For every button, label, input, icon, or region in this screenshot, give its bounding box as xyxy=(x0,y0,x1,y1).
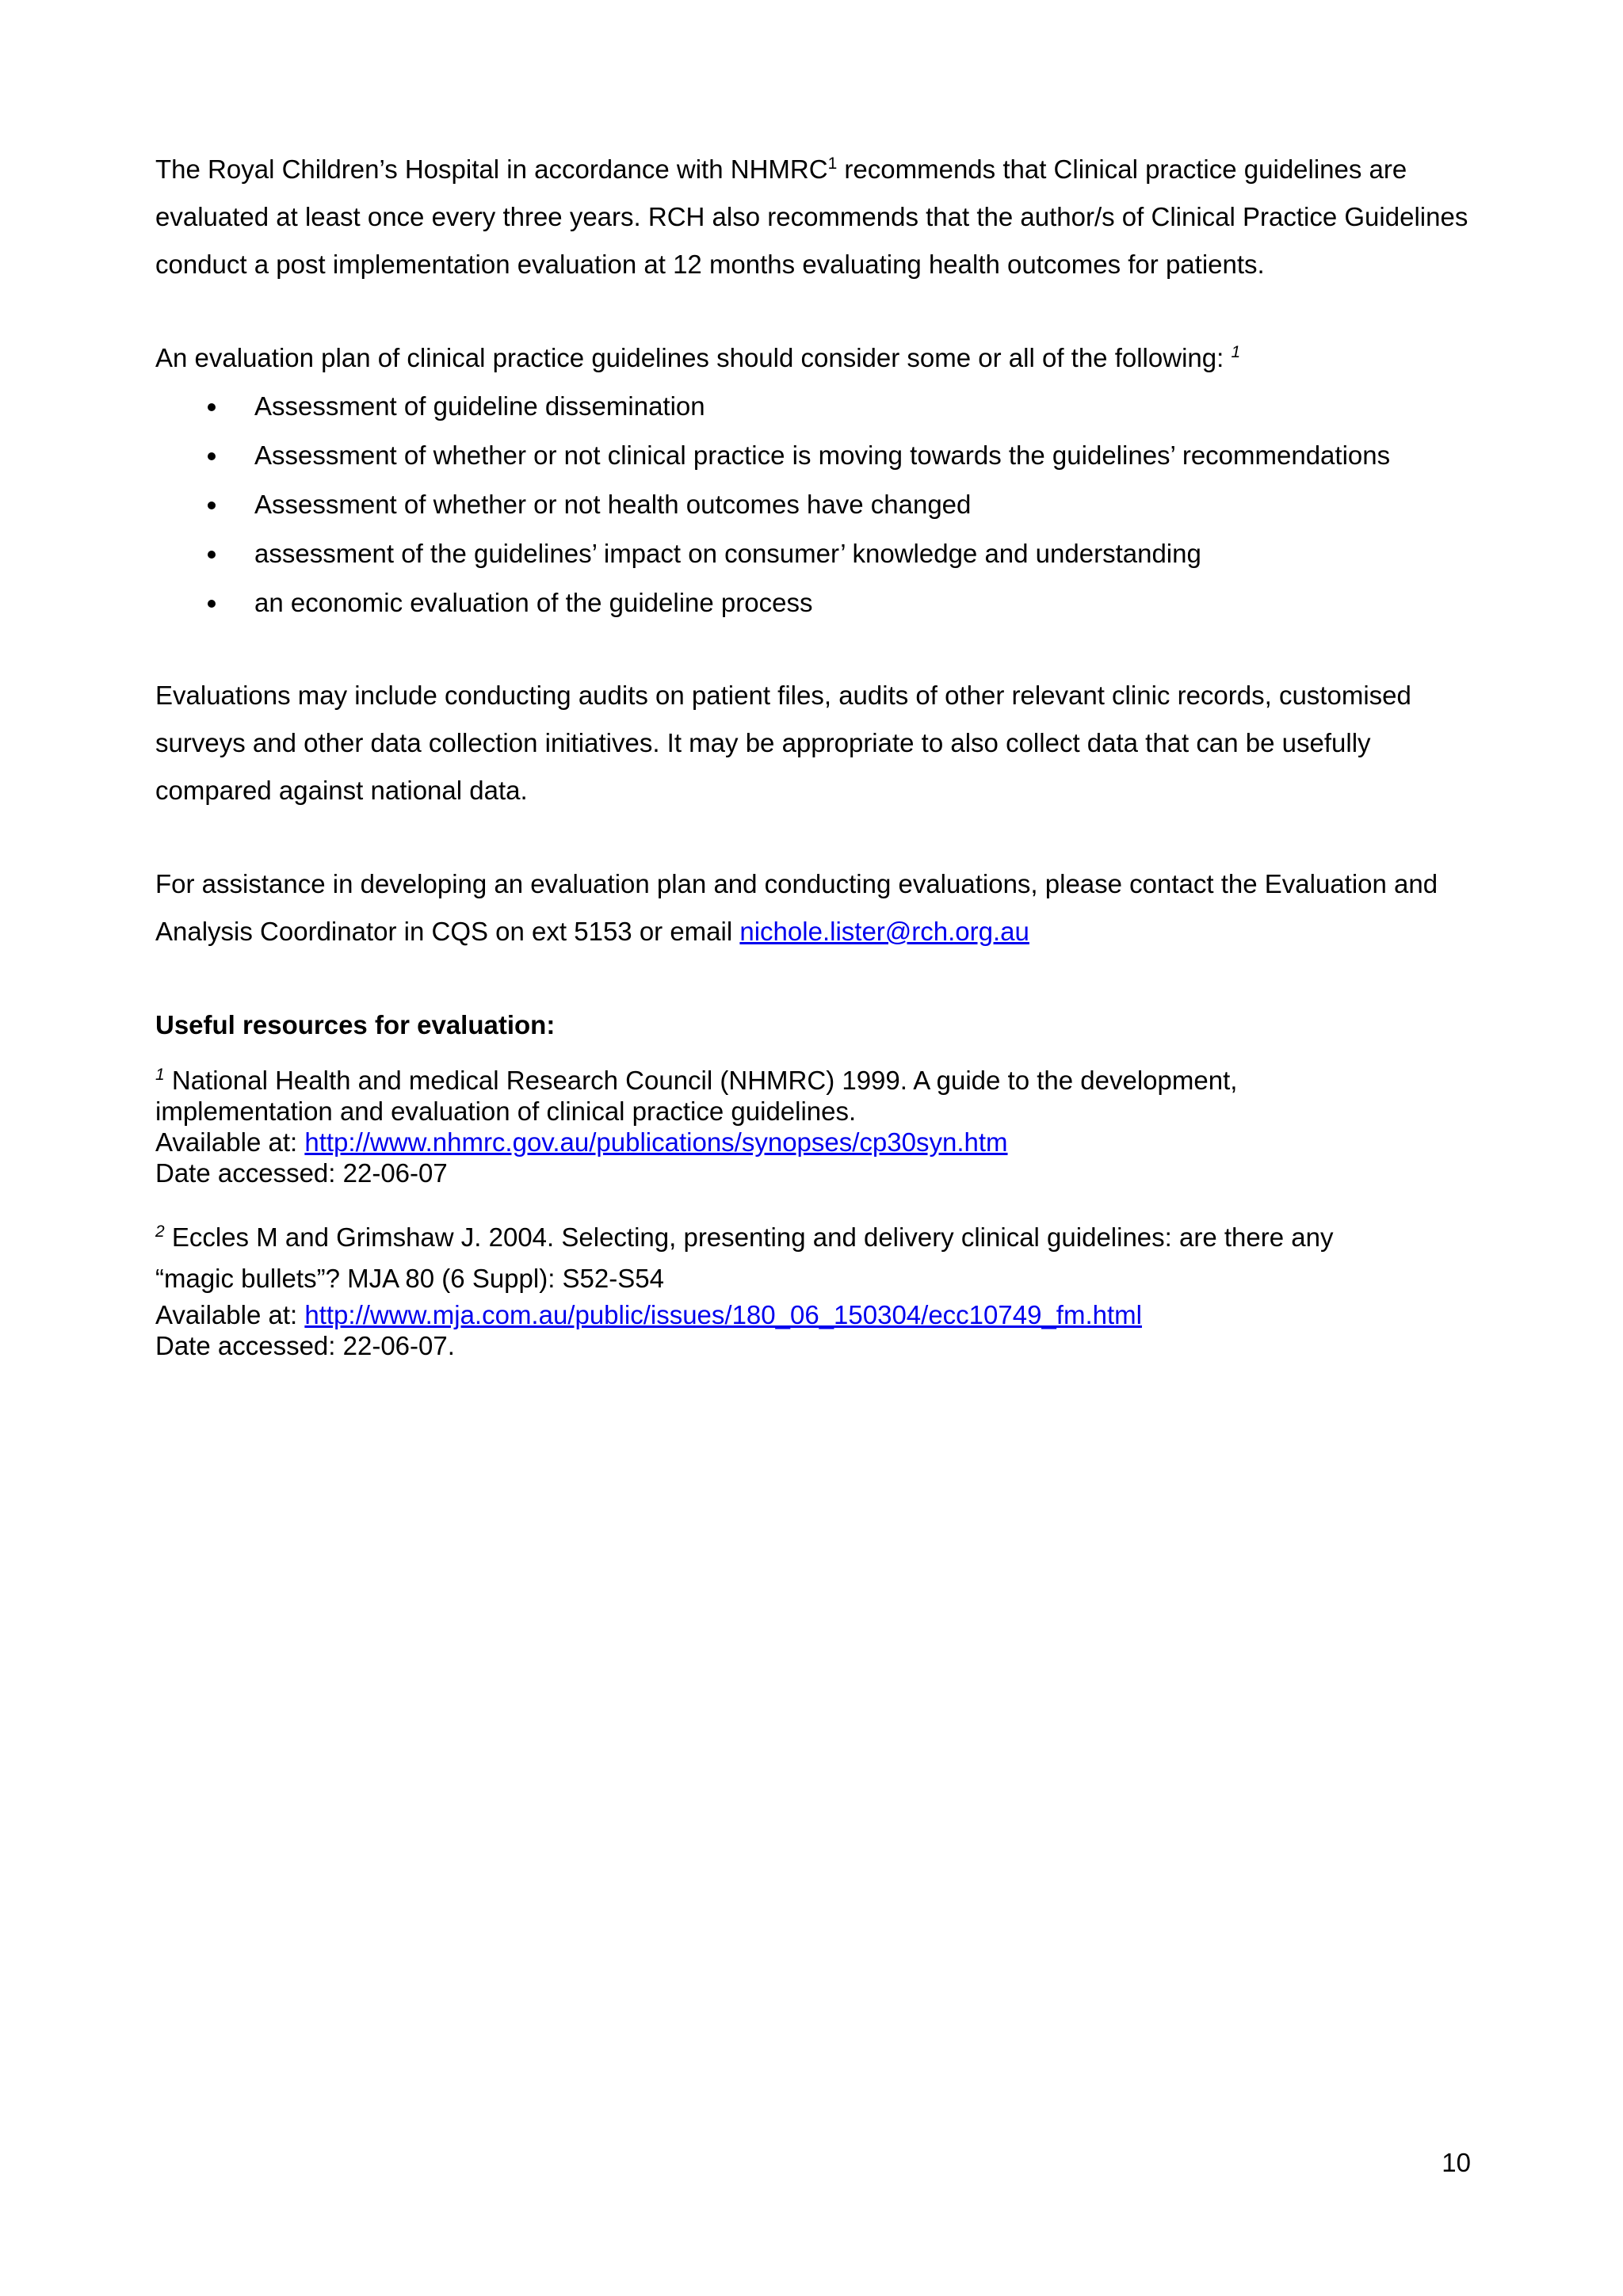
list-item xyxy=(155,480,1471,529)
reference-1-available xyxy=(155,1127,1471,1158)
reference-1 xyxy=(155,1065,1471,1188)
bullet-icon xyxy=(208,502,216,509)
spacer xyxy=(155,288,1471,334)
bullet-icon xyxy=(208,600,216,608)
intro-paragraph xyxy=(155,146,1471,288)
list-item-text: Assessment of whether or not health outcomes have changed xyxy=(254,490,972,519)
footnote-ref-1: 1 xyxy=(1231,343,1241,361)
assistance-paragraph xyxy=(155,860,1471,955)
list-item-text: assessment of the guidelines’ impact on consumer’ knowledge and understanding xyxy=(254,539,1201,568)
evaluations-paragraph: Evaluations may include conducting audits on patient files, audits of other relevant clinic records, customised surveys and other data collection initiatives. It may be appropriate to also collect data that can be usefully compared against national data. xyxy=(155,681,1411,805)
spacer xyxy=(155,955,1471,1001)
list-item-text: Assessment of guideline dissemination xyxy=(254,391,705,421)
spacer xyxy=(155,814,1471,860)
resources-heading: Useful resources for evaluation: xyxy=(155,1010,556,1039)
list-item-text: an economic evaluation of the guideline process xyxy=(254,588,813,617)
contact-email-link[interactable]: nichole.lister@rch.org.au xyxy=(739,917,1029,946)
bullet-icon xyxy=(208,452,216,460)
evaluation-plan-paragraph xyxy=(155,334,1471,382)
page-number: 10 xyxy=(1442,2148,1471,2177)
assistance-text: For assistance in developing an evaluation plan and conducting evaluations, please contact the Evaluation and Analysis Coordinator in CQS on ext 5153 or email xyxy=(155,869,1438,946)
reference-2-number: 2 xyxy=(155,1222,165,1241)
reference-2-available xyxy=(155,1299,1471,1330)
bullet-icon xyxy=(208,403,216,411)
list-item xyxy=(155,431,1471,480)
reference-1-number: 1 xyxy=(155,1066,165,1084)
reference-1-url-link[interactable]: http://www.nhmrc.gov.au/publications/synopses/cp30syn.htm xyxy=(304,1127,1008,1157)
list-item-text: Assessment of whether or not clinical practice is moving towards the guidelines’ recommendations xyxy=(254,441,1391,470)
reference-1-text: National Health and medical Research Council (NHMRC) 1999. A guide to the development, xyxy=(164,1066,1238,1095)
available-label: Available at: xyxy=(155,1127,305,1157)
reference-2 xyxy=(155,1217,1471,1361)
reference-2-url-link[interactable]: http://www.mja.com.au/public/issues/180_06_150304/ecc10749_fm.html xyxy=(304,1300,1142,1329)
spacer xyxy=(155,1049,1471,1065)
evaluation-criteria-list xyxy=(155,382,1471,627)
intro-text-a: The Royal Children’s Hospital in accordance with NHMRC xyxy=(155,154,828,184)
reference-1-title-line2: implementation and evaluation of clinical practice guidelines. xyxy=(155,1097,857,1126)
available-label: Available at: xyxy=(155,1300,305,1329)
list-item xyxy=(155,529,1471,578)
spacer xyxy=(155,627,1471,672)
spacer xyxy=(155,1188,1471,1217)
page-content xyxy=(155,146,1471,1361)
list-item xyxy=(155,578,1471,627)
bullet-icon xyxy=(208,551,216,559)
reference-2-title-line2: “magic bullets”? MJA 80 (6 Suppl): S52-S54 xyxy=(155,1264,664,1293)
footnote-ref-1: 1 xyxy=(827,154,838,173)
reference-2-title-line1 xyxy=(155,1217,1471,1258)
reference-1-accessed: Date accessed: 22-06-07 xyxy=(155,1158,448,1188)
evaluation-plan-text: An evaluation plan of clinical practice guidelines should consider some or all of the following: xyxy=(155,343,1232,372)
reference-2-accessed: Date accessed: 22-06-07. xyxy=(155,1331,455,1360)
list-item xyxy=(155,382,1471,431)
intro-text-b: recommends that Clinical practice guidelines are evaluated at least once every three years. RCH also recommends that the author/s of Clinical Practice Guidelines conduct a post implementation evaluation at 12 months evaluating health outcomes for patients. xyxy=(155,154,1468,279)
reference-2-text: Eccles M and Grimshaw J. 2004. Selecting, presenting and delivery clinical guidelines: are there any xyxy=(164,1222,1334,1252)
reference-1-title-line1 xyxy=(155,1065,1471,1096)
